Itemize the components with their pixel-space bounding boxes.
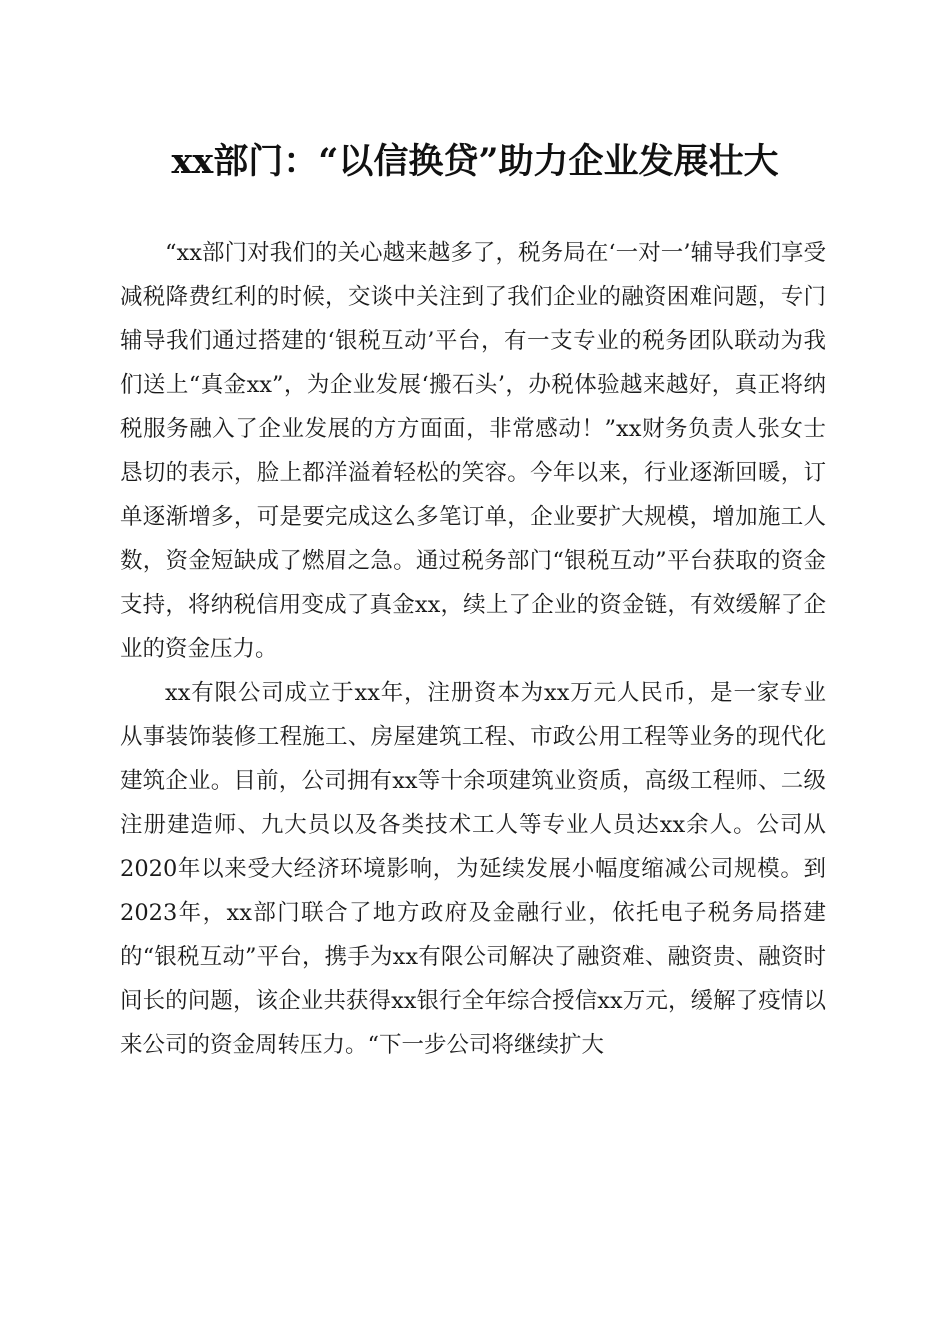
document-title: xx部门：“以信换贷”助力企业发展壮大 [171, 141, 779, 182]
paragraph-2: xx有限公司成立于xx年，注册资本为xx万元人民币，是一家专业从事装饰装修工程施工、房屋建筑工程、市政公用工程等业务的现代化建筑企业。目前，公司拥有xx等十余项建筑业资质，高级工程师、二级注册建造师、九大员以及各类技术工人等专业人员达xx余人。公司从2020年以来受大经济环境影响，为延续发展小幅度缩减公司规模。到2023年，xx部门联合了地方政府及金融行业，依托电子税务局搭建的“银税互动”平台，携手为xx有限公司解决了融资难、融资贵、融资时间长的问题，该企业共获得xx银行全年综合授信xx万元，缓解了疫情以来公司的资金周转压力。“下一步公司将继续扩大 [120, 680, 826, 1058]
document-body [120, 231, 826, 1067]
paragraph-1: “xx部门对我们的关心越来越多了，税务局在‘一对一’辅导我们享受减税降费红利的时候，交谈中关注到了我们企业的融资困难问题，专门辅导我们通过搭建的‘银税互动’平台，有一支专业的税务团队联动为我们送上“真金xx”，为企业发展‘搬石头’，办税体验越来越好，真正将纳税服务融入了企业发展的方方面面，非常感动！”xx财务负责人张女士恳切的表示，脸上都洋溢着轻松的笑容。今年以来，行业逐渐回暖，订单逐渐增多，可是要完成这么多笔订单，企业要扩大规模，增加施工人数，资金短缺成了燃眉之急。通过税务部门“银税互动”平台获取的资金支持，将纳税信用变成了真金xx，续上了企业的资金链，有效缓解了企业的资金压力。 [120, 240, 826, 662]
